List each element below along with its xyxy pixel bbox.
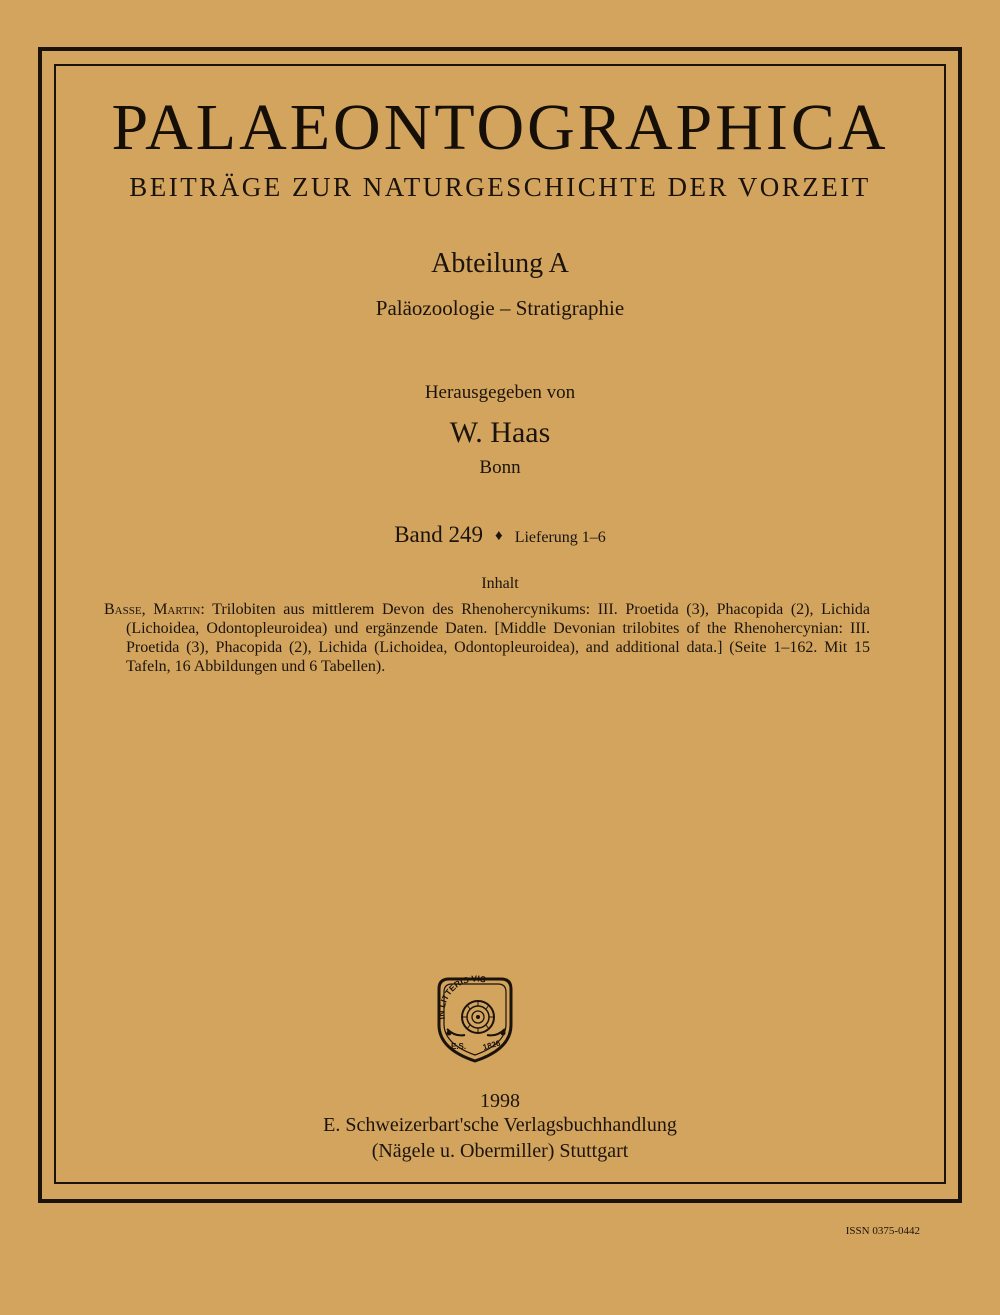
issue-line — [0, 522, 1000, 548]
editor-name: W. Haas — [449, 416, 551, 449]
issue-parts: Lieferung 1–6 — [514, 529, 606, 546]
diamond-icon: ♦ — [495, 528, 503, 544]
department-fields: Paläozoologie – Stratigraphie — [375, 296, 625, 320]
contents-text: Trilobiten aus mittlerem Devon des Rhenohercynikums: III. Proetida (3), Phacopida (2), Lichida (Lichoidea, Odontopleuroidea) und ergänzende Daten. [Middle Devonian trilobites of the Rhenohercynian: III. Proetida (3), Phacopida (2), Lichida (Lichoidea, Odontopleuroidea), and additional data.] (Seite 1–162. Mit 15 Tafeln, 16 Abbildungen und 6 Tabellen). — [126, 601, 870, 675]
editor-city: Bonn — [479, 457, 521, 478]
publisher-seal-icon — [425, 967, 525, 1067]
publisher-location: (Nägele u. Obermiller) Stuttgart — [371, 1140, 629, 1162]
seal-motto: IN LITTERIS VIS — [436, 973, 487, 1021]
contents-entry — [104, 600, 870, 676]
editor-label: Herausgegeben von — [424, 382, 576, 403]
journal-title: PALAEONTOGRAPHICA — [111, 91, 889, 164]
seal-year: 1826 — [481, 1038, 502, 1052]
seal-initials: E.S. — [451, 1042, 467, 1051]
publication-year: 1998 — [480, 1090, 520, 1112]
contents-label: Inhalt — [481, 575, 519, 592]
department-name: Abteilung A — [431, 248, 569, 279]
issn-number: ISSN 0375-0442 — [845, 1225, 920, 1237]
publisher-name: E. Schweizerbart'sche Verlagsbuchhandlung — [323, 1114, 677, 1136]
journal-subtitle: BEITRÄGE ZUR NATURGESCHICHTE DER VORZEIT — [129, 172, 871, 202]
volume-number: Band 249 — [394, 522, 484, 547]
contents-author: Basse, Martin: — [104, 601, 205, 618]
